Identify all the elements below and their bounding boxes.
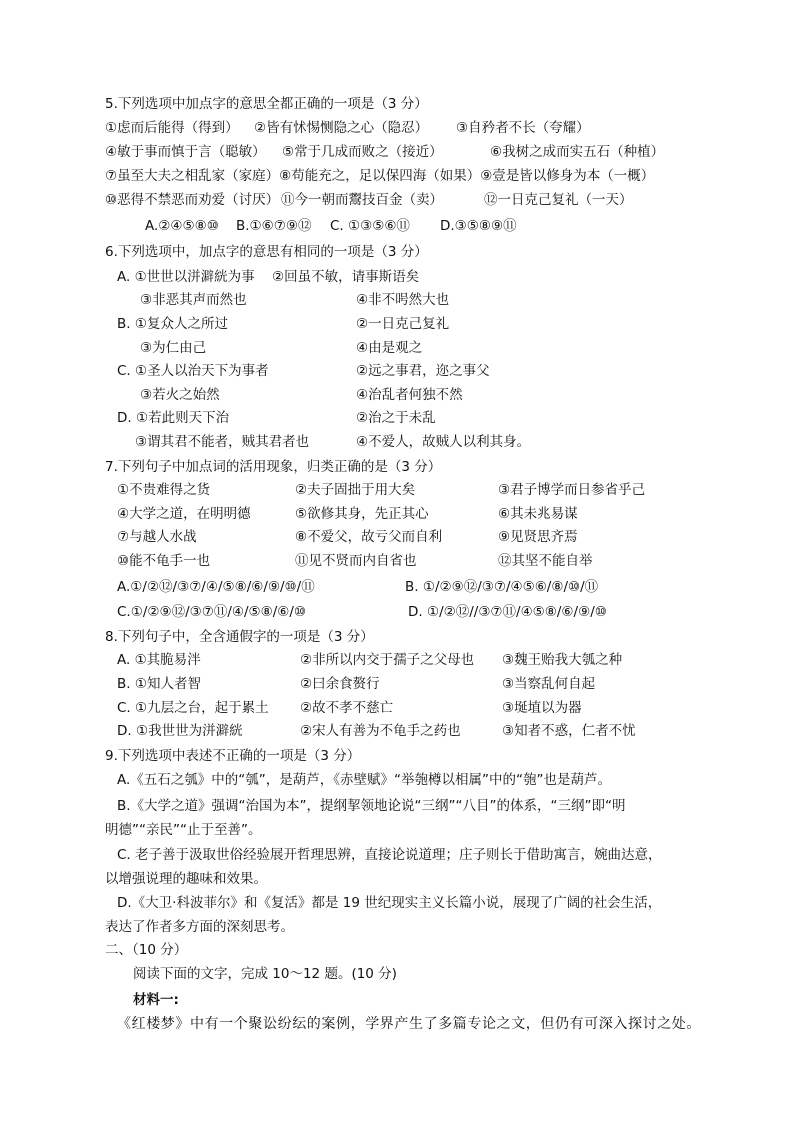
q6-a-3: ③非恶其声而然也 [140,292,247,308]
q6-d-1: D. ①若此则天下治 [117,410,230,426]
q5-item-3: ③自矜者不长（夸耀） [456,120,590,136]
q5-item-10: ⑩恶得不禁恶而劝爱（讨厌） [105,192,280,208]
q6-c-1: C. ①圣人以治天下为事者 [117,363,269,379]
q8-b-2: ②曰余食赘行 [300,676,380,692]
q6-b-1: B. ①复众人之所过 [117,316,228,332]
q8-a-3: ③魏王贻我大瓠之种 [502,652,623,668]
q5-item-4: ④敏于事而慎于言（聪敏） [105,144,266,160]
q7-option-d: D. ①/②⑫//③⑦⑪/④⑤⑧/⑥/⑨/⑩ [408,604,607,620]
q6-b-3: ③为仁由己 [140,340,207,356]
q6-c-4: ④治乱者何独不然 [356,387,463,403]
material-1-text: 《红楼梦》中有一个聚讼纷纭的案例，学界产生了多篇专论之文，但仍有可深入探讨之处。 [117,1016,701,1032]
q7-item-4: ④大学之道，在明明德 [117,506,251,522]
q9-option-c-line1: C. 老子善于汲取世俗经验展开哲理思辨，直接论说道理；庄子则长于借助寓言，婉曲达意， [117,847,662,863]
q5-option-c: C. ①③⑤⑥⑪ [330,218,410,234]
q7-option-b: B. ①/②⑨⑫/③⑦/④⑤⑥/⑧/⑩/⑪ [405,579,599,595]
q8-stem: 8.下列句子中，全含通假字的一项是（3 分） [105,629,374,645]
q5-option-b: B.①⑥⑦⑨⑫ [236,218,312,234]
q9-stem: 9.下列选项中表述不正确的一项是（3 分） [105,748,361,764]
q9-option-d-line2: 表达了作者多方面的深刻思考。 [105,919,294,935]
q5-item-2: ②皆有怵惕恻隐之心（隐忍） [254,120,429,136]
q9-option-a: A.《五石之瓠》中的“瓠”，是葫芦，《赤壁赋》“举匏樽以相属”中的“匏”也是葫芦。 [117,772,612,788]
q7-item-5: ⑤欲修其身，先正其心 [295,506,429,522]
q5-option-d: D.③⑤⑧⑨⑪ [440,218,517,234]
q6-a-4: ④非不呺然大也 [356,292,450,308]
q5-item-5: ⑤常于几成而败之（接近） [282,144,443,160]
section-2-instruction: 阅读下面的文字，完成 10～12 题。(10 分) [133,966,397,982]
q6-d-4: ④不爱人，故贼人以利其身。 [356,434,531,450]
q5-item-12: ⑫一日克己复礼（一天） [484,192,633,208]
q6-b-4: ④由是观之 [356,340,423,356]
q9-option-b-line1: B.《大学之道》强调“治国为本”，提纲挈领地论说“三纲”“八目”的体系，“三纲”即“明 [117,798,626,814]
q7-item-8: ⑧不爱父，故亏父而自利 [295,529,443,545]
q5-items-7-9: ⑦虽至大夫之相乱家（家庭）⑧苟能充之，足以保四海（如果）⑨壹是皆以修身为本（一概） [105,168,655,184]
q8-a-2: ②非所以内交于孺子之父母也 [300,652,475,668]
q6-d-2: ②治之于未乱 [356,410,436,426]
q8-b-1: B. ①知人者智 [117,676,201,692]
q7-item-11: ⑪见不贤而内自省也 [295,553,417,569]
q7-item-9: ⑨见贤思齐焉 [498,529,578,545]
q6-c-3: ③若火之始然 [140,387,220,403]
q9-option-d-line1: D.《大卫·科波菲尔》和《复活》都是 19 世纪现实主义长篇小说，展现了广阔的社会生活， [117,895,662,911]
q8-c-3: ③埏埴以为器 [502,700,582,716]
q5-item-6: ⑥我树之成而实五石（种植） [490,144,665,160]
q7-item-7: ⑦与越人水战 [117,529,197,545]
q8-d-1: D. ①我世世为洴澼絖 [117,723,243,739]
q8-d-2: ②宋人有善为不龟手之药也 [300,723,461,739]
q7-item-3: ③君子博学而日参省乎己 [498,482,646,498]
q7-stem: 7.下列句子中加点词的活用现象，归类正确的是（3 分） [105,459,442,475]
q6-a-1: A. ①世世以洴澼絖为事 [117,269,255,285]
q7-item-2: ②夫子固拙于用大矣 [295,482,416,498]
q8-b-3: ③当察乱何自起 [502,676,596,692]
section-2-heading: 二、（10 分） [105,942,188,958]
q6-b-2: ②一日克己复礼 [356,316,450,332]
q7-item-6: ⑥其未兆易谋 [498,506,578,522]
q9-option-b-line2: 明德”“亲民”“止于至善”。 [105,822,262,838]
q6-c-2: ②远之事君，迩之事父 [356,363,490,379]
q8-c-1: C. ①九层之台，起于累土 [117,700,269,716]
q7-option-a: A.①/②⑫/③⑦/④/⑤⑧/⑥/⑨/⑩/⑪ [117,579,315,595]
q5-option-a: A.②④⑤⑧⑩ [145,218,219,234]
q5-stem: 5.下列选项中加点字的意思全都正确的一项是（3 分） [105,96,428,112]
q6-d-3: ③谓其君不能者，贼其君者也 [135,434,310,450]
q8-c-2: ②故不孝不慈亡 [300,700,394,716]
q6-stem: 6.下列选项中，加点字的意思有相同的一项是（3 分） [105,244,428,260]
q8-d-3: ③知者不惑，仁者不忧 [502,723,636,739]
q8-a-1: A. ①其脆易泮 [117,652,201,668]
q7-item-12: ⑫其坚不能自举 [498,553,593,569]
material-1-label: 材料一: [133,992,179,1008]
q7-option-c: C.①/②⑨⑫/③⑦⑪/④/⑤⑧/⑥/⑩ [117,604,307,620]
q7-item-1: ①不贵难得之货 [117,482,211,498]
q7-item-10: ⑩能不龟手一也 [117,553,211,569]
q5-item-1: ①虑而后能得（得到） [105,120,239,136]
q5-item-11: ⑪今一朝而鬻技百金（卖） [281,192,443,208]
q9-option-c-line2: 以增强说理的趣味和效果。 [105,871,267,887]
q6-a-2: ②回虽不敏，请事斯语矣 [272,269,420,285]
